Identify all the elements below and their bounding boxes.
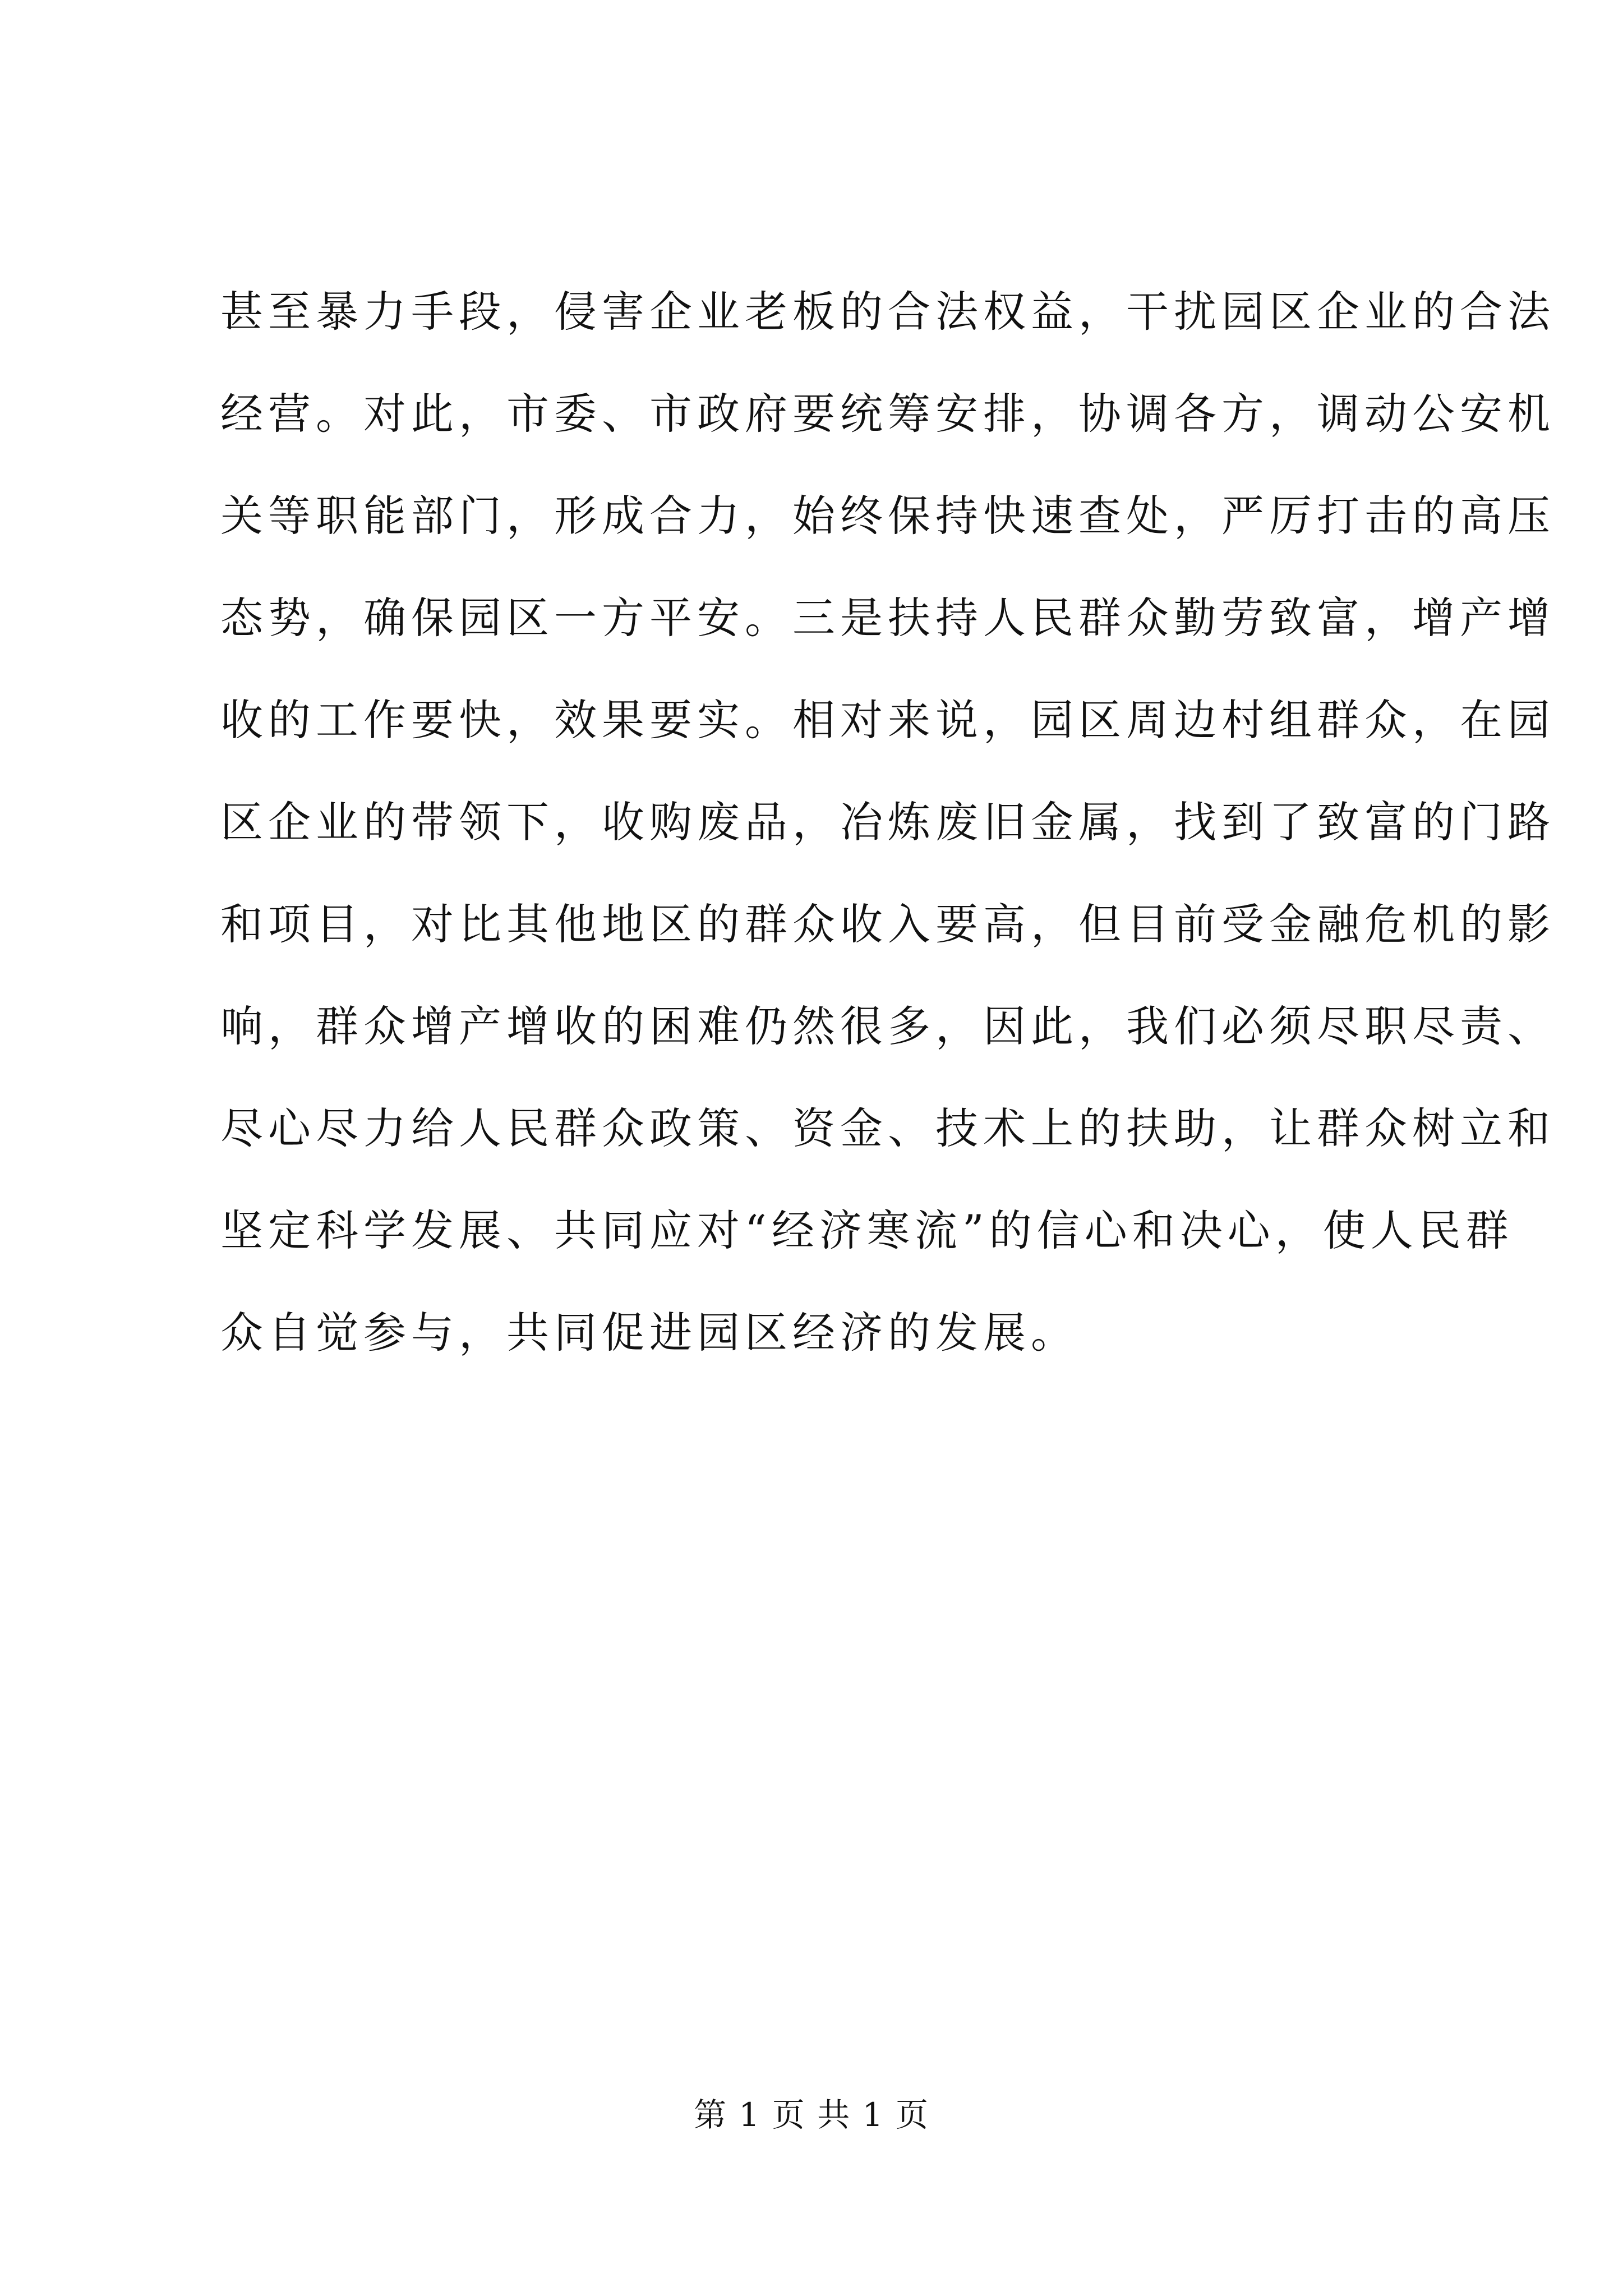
paragraph-line: 关等职能部门，形成合力，始终保持快速查处，严厉打击的高压 [220, 491, 1555, 541]
paragraph-line: 和项目，对比其他地区的群众收入要高，但目前受金融危机的影 [220, 899, 1555, 949]
paragraph-line: 区企业的带领下，收购废品，冶炼废旧金属，找到了致富的门路 [220, 797, 1555, 847]
paragraph-line: 甚至暴力手段，侵害企业老板的合法权益，干扰园区企业的合法 [220, 287, 1555, 337]
paragraph-line: 收的工作要快，效果要实。相对来说，园区周边村组群众，在园 [220, 695, 1555, 745]
body-paragraph [220, 261, 1555, 1384]
page-number-footer: 第 1 页 共 1 页 [694, 2096, 929, 2134]
paragraph-line: 尽心尽力给人民群众政策、资金、技术上的扶助，让群众树立和 [220, 1103, 1555, 1153]
paragraph-line: 态势，确保园区一方平安。三是扶持人民群众勤劳致富，增产增 [220, 593, 1555, 643]
paragraph-line: 坚定科学发展、共同应对“经济寒流”的信心和决心，使人民群 [220, 1205, 1514, 1255]
paragraph-line: 众自觉参与，共同促进园区经济的发展。 [220, 1308, 1078, 1358]
paragraph-line: 响，群众增产增收的困难仍然很多，因此，我们必须尽职尽责、 [220, 1001, 1555, 1051]
paragraph-line: 经营。对此，市委、市政府要统筹安排，协调各方，调动公安机 [220, 389, 1555, 439]
